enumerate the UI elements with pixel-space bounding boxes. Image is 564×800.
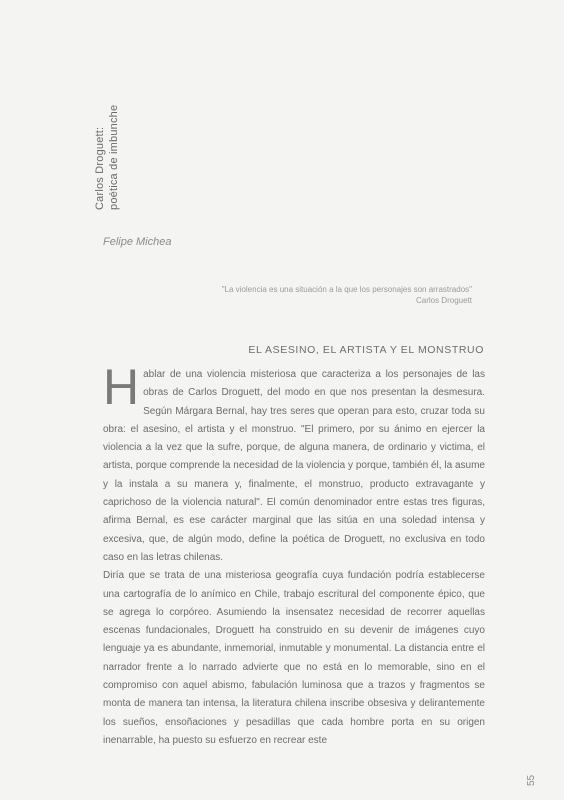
page-number xyxy=(526,754,546,788)
section-heading: EL ASESINO, EL ARTISTA Y EL MONSTRUO xyxy=(248,344,484,356)
paragraph-2-text: Diría que se trata de una misteriosa geografía cuya fundación podría establecerse una cartografía de lo anímico en Chile, trabajo escritural del componente épico, que se agrega lo corpóreo. Asumiendo la insensatez necesidad de recorrer aquellas escenas fundacionales, Droguett ha construido en su devenir de imágenes cuyo lenguaje ya es abundante, inmemorial, inmutable y monumental. La distancia entre el narrador frente a lo narrado advierte que no está en lo memorable, sino en el compromiso con aquel abismo, fabulación luminosa que a trazos y fragmentos se monta de manera tan intensa, la literatura chilena inscribe obsesiva y delirantemente los sueños, ensoñaciones y pesadillas que cada hombre porta en su origen inenarrable, ha puesto su esfuerzo en recrear este xyxy=(103,570,485,746)
epigraph-quote: "La violencia es una situación a la que los personajes son arrastrados" xyxy=(221,285,472,294)
epigraph xyxy=(172,284,472,306)
page-number-text: 55 xyxy=(526,774,537,786)
paragraph-1 xyxy=(103,359,485,567)
vertical-title-line-1: Carlos Droguett: xyxy=(94,126,106,210)
author-name: Felipe Michea xyxy=(103,236,172,248)
paragraph-2 xyxy=(103,567,485,750)
paragraph-1-text: ablar de una violencia misteriosa que caracteriza a los personajes de las obras de Carlos Droguett, del modo en que nos presentan la desmesura. Según Márgara Bernal, hay tres seres que operan para esto, cruzar toda su obra: el asesino, el artista y el monstruo. "El primero, por su ánimo en ejercer la violencia a la vez que la sufre, porque, de alguna manera, de ordinario y victima, el artista, porque comprende la necesidad de la violencia y porque, también él, la asume y la instala a su manera y, finalmente, el monstruo, producto extravagante y caprichoso de la violencia natural". El común denominador entre estas tres figuras, afirma Bernal, es ese carácter marginal que las sitúa en una soledad intensa y excesiva, que, de algún modo, define la poética de Droguett, no exclusiva en todo caso en las letras chilenas. xyxy=(103,369,485,563)
vertical-title-line-2: poética de imbunche xyxy=(108,104,120,210)
drop-cap: H xyxy=(103,359,140,415)
body-text xyxy=(103,359,485,750)
epigraph-source: Carlos Droguett xyxy=(415,296,472,305)
vertical-title xyxy=(94,100,130,210)
